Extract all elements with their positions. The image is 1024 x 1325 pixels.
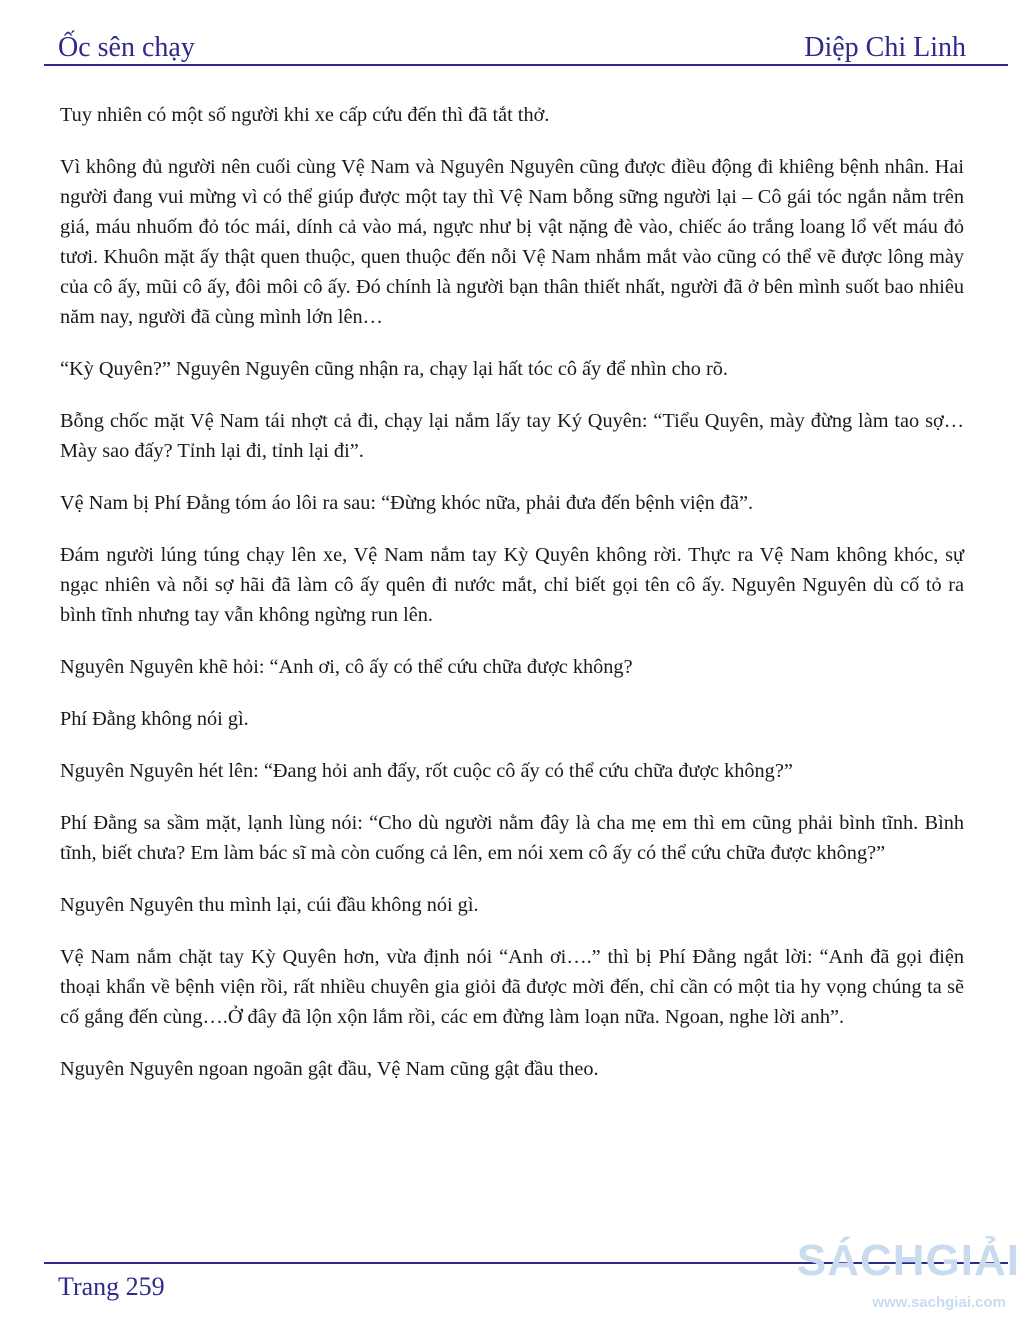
page-number: Trang 259 xyxy=(58,1272,165,1301)
paragraph: Vệ Nam bị Phí Đằng tóm áo lôi ra sau: “Đừng khóc nữa, phải đưa đến bệnh viện đã”. xyxy=(60,492,754,514)
watermark-logo: SÁCHGIẢI xyxy=(796,1236,1020,1285)
watermark xyxy=(796,1236,1020,1320)
paragraph: Đám người lúng túng chạy lên xe, Vệ Nam nắm tay Kỳ Quyên không rời. Thực ra Vệ Nam không khóc, sự ngạc nhiên và nỗi sợ hãi đã làm cô ấy quên đi nước mắt, chỉ biết gọi tên cô ấy. Nguyên Nguyên dù cố tỏ ra bình tĩnh nhưng tay vẫn không ngừng run lên. xyxy=(60,544,964,626)
author-name: Diệp Chi Linh xyxy=(804,32,966,63)
paragraph: Phí Đằng sa sầm mặt, lạnh lùng nói: “Cho dù người nằm đây là cha mẹ em thì em cũng phải bình tĩnh. Bình tĩnh, biết chưa? Em làm bác sĩ mà còn cuống cả lên, em nói xem cô ấy có thể cứu chữa được không?” xyxy=(60,812,964,864)
paragraph: “Kỳ Quyên?” Nguyên Nguyên cũng nhận ra, chạy lại hất tóc cô ấy để nhìn cho rõ. xyxy=(60,358,728,380)
paragraph: Nguyên Nguyên thu mình lại, cúi đầu không nói gì. xyxy=(60,894,479,916)
paragraph: Nguyên Nguyên ngoan ngoãn gật đầu, Vệ Nam cũng gật đầu theo. xyxy=(60,1058,599,1080)
paragraph: Nguyên Nguyên hét lên: “Đang hỏi anh đấy, rốt cuộc cô ấy có thể cứu chữa được không?” xyxy=(60,760,793,782)
paragraph: Nguyên Nguyên khẽ hỏi: “Anh ơi, cô ấy có thể cứu chữa được không? xyxy=(60,656,633,678)
paragraph: Vệ Nam nắm chặt tay Kỳ Quyên hơn, vừa định nói “Anh ơi….” thì bị Phí Đằng ngắt lời: “Anh đã gọi điện thoại khẩn về bệnh viện rồi, rất nhiều chuyên gia giỏi đã được mời đến, chỉ cần có một tia hy vọng chúng ta sẽ cố gắng đến cùng….Ở đây đã lộn xộn lắm rồi, các em đừng làm loạn nữa. Ngoan, nghe lời anh”. xyxy=(60,946,964,1028)
header-divider xyxy=(44,64,1008,66)
paragraph: Tuy nhiên có một số người khi xe cấp cứu đến thì đã tắt thở. xyxy=(60,104,550,126)
paragraph: Phí Đằng không nói gì. xyxy=(60,708,249,730)
page-header xyxy=(58,24,966,64)
paragraph: Vì không đủ người nên cuối cùng Vệ Nam và Nguyên Nguyên cũng được điều động đi khiêng bệnh nhân. Hai người đang vui mừng vì có thể giúp được một tay thì Vệ Nam bỗng sững người lại – Cô gái tóc ngắn nằm trên giá, máu nhuốm đỏ tóc mái, dính cả vào má, ngực như bị vật nặng đè vào, chiếc áo trắng loang lổ vết máu đỏ tươi. Khuôn mặt ấy thật quen thuộc, quen thuộc đến nỗi Vệ Nam nhắm mắt vào cũng có thể vẽ được lông mày của cô ấy, mũi cô ấy, đôi môi cô ấy. Đó chính là người bạn thân thiết nhất, người đã ở bên mình suốt bao nhiêu năm nay, người đã cùng mình lớn lên… xyxy=(60,156,964,328)
book-title: Ốc sên chạy xyxy=(58,32,195,63)
paragraph: Bỗng chốc mặt Vệ Nam tái nhợt cả đi, chạy lại nắm lấy tay Ký Quyên: “Tiểu Quyên, mày đừng làm tao sợ… Mày sao đấy? Tỉnh lại đi, tỉnh lại đi”. xyxy=(60,410,964,462)
page-body xyxy=(60,100,964,1106)
watermark-url: www.sachgiai.com xyxy=(872,1294,1006,1311)
